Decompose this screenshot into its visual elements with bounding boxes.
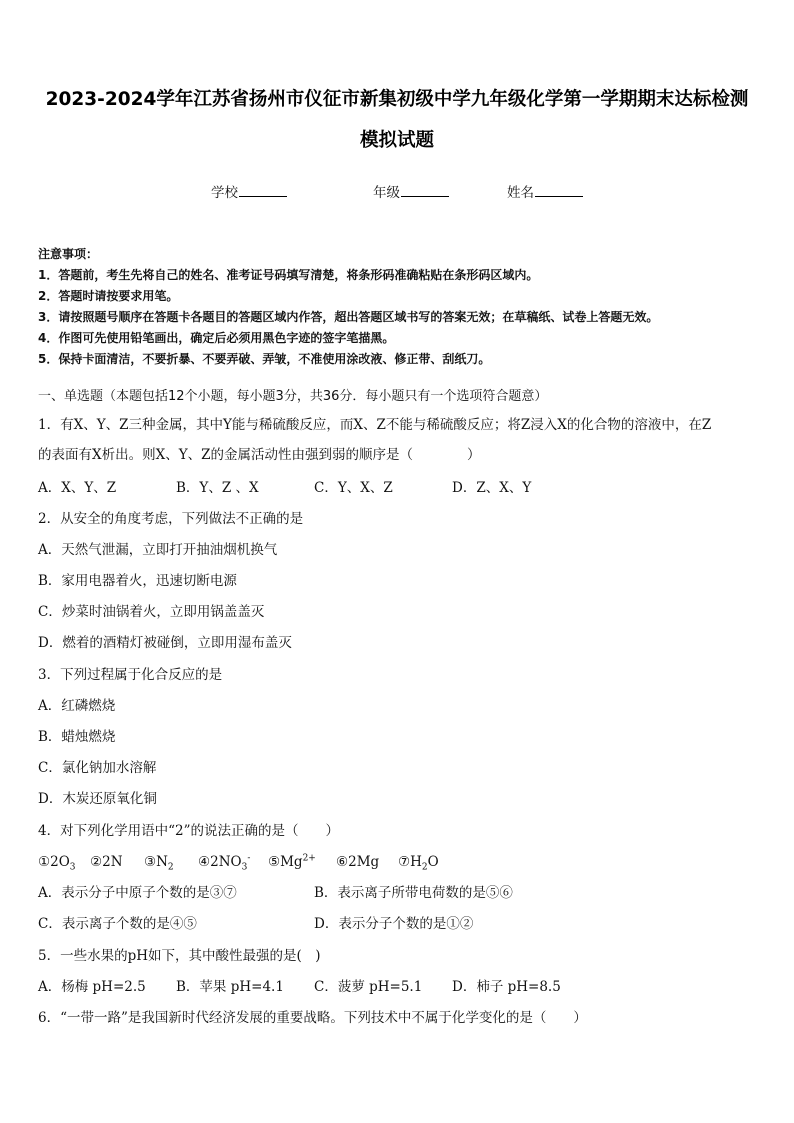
q2-option-b[interactable]: B．家用电器着火，迅速切断电源 (38, 573, 237, 589)
q4-formula-2: ②2N (90, 854, 123, 870)
q1-stem-line-1: 1．有X、Y、Z三种金属，其中Y能与稀硫酸反应，而X、Z不能与稀硫酸反应；将Z浸入X的化合物的溶液中，在Z (38, 417, 712, 433)
q2-stem: 2．从安全的角度考虑，下列做法不正确的是 (38, 511, 304, 527)
q1-option-c[interactable]: C．Y、X、Z (314, 480, 393, 496)
q3-option-a[interactable]: A．红磷燃烧 (38, 698, 116, 714)
q4-formula-4: $④2NO_3^-$ (198, 853, 251, 873)
q6-stem: 6．“一带一路”是我国新时代经济发展的重要战略。下列技术中不属于化学变化的是（ ） (38, 1010, 587, 1026)
q1-stem-line-2: 的表面有X析出。则X、Y、Z的金属活动性由强到弱的顺序是（ ） (38, 447, 481, 463)
q1-option-d[interactable]: D．Z、X、Y (452, 480, 532, 496)
note-item: 5．保持卡面清洁，不要折暴、不要弄破、弄皱，不准使用涂改液、修正带、刮纸刀。 (38, 352, 491, 366)
q4-formula-5: $⑤Mg^{2+}$ (268, 853, 316, 870)
school-blank[interactable] (239, 184, 287, 197)
grade-label: 年级 (373, 185, 400, 201)
exam-title-line-2: 模拟试题 (359, 130, 434, 151)
name-blank[interactable] (535, 184, 583, 197)
q2-option-c[interactable]: C．炒菜时油锅着火，立即用锅盖盖灭 (38, 604, 265, 620)
q3-option-b[interactable]: B．蜡烛燃烧 (38, 729, 116, 745)
q1-option-b[interactable]: B．Y、Z 、X (176, 480, 259, 496)
notes-heading: 注意事项： (38, 247, 99, 261)
q5-stem: 5．一些水果的pH如下，其中酸性最强的是( ) (38, 948, 321, 964)
name-label: 姓名 (507, 185, 534, 201)
q4-formula-1: $①2O_3$ (38, 854, 76, 873)
note-item: 1．答题前，考生先将自己的姓名、准考证号码填写清楚，将条形码准确粘贴在条形码区域内。 (38, 268, 539, 282)
note-item: 4．作图可先使用铅笔画出，确定后必须用黑色字迹的签字笔描黑。 (38, 331, 395, 345)
grade-blank[interactable] (401, 184, 449, 197)
notes-block (38, 244, 768, 370)
q5-option-c[interactable]: C．菠萝 pH=5.1 (314, 979, 423, 995)
q4-option-a[interactable]: A．表示分子中原子个数的是③⑦ (38, 885, 237, 901)
q3-stem: 3．下列过程属于化合反应的是 (38, 667, 223, 683)
school-label: 学校 (211, 185, 238, 201)
q5-option-b[interactable]: B．苹果 pH=4.1 (176, 979, 284, 995)
q4-formula-3: $③N_2$ (144, 854, 174, 873)
note-item: 2．答题时请按要求用笔。 (38, 289, 179, 303)
q4-formula-7: $⑦H_2O$ (398, 854, 439, 873)
section-title: 一、单选题（本题包括12个小题，每小题3分，共36分．每小题只有一个选项符合题意） (38, 389, 548, 404)
q4-option-d[interactable]: D．表示分子个数的是①② (314, 916, 474, 932)
note-item: 3．请按照题号顺序在答题卡各题目的答题区域内作答，超出答题区域书写的答案无效；在草稿纸、试卷上答题无效。 (38, 310, 659, 324)
school-field[interactable] (211, 181, 287, 201)
q3-option-d[interactable]: D．木炭还原氧化铜 (38, 791, 157, 807)
q4-option-b[interactable]: B．表示离子所带电荷数的是⑤⑥ (314, 885, 513, 901)
q5-option-a[interactable]: A．杨梅 pH=2.5 (38, 979, 146, 995)
q4-stem: 4．对下列化学用语中“2”的说法正确的是（ ） (38, 823, 339, 839)
grade-field[interactable] (373, 181, 449, 201)
q4-option-c[interactable]: C．表示离子个数的是④⑤ (38, 916, 197, 932)
q2-option-d[interactable]: D．燃着的酒精灯被碰倒，立即用湿布盖灭 (38, 635, 292, 651)
q1-option-a[interactable]: A．X、Y、Z (38, 480, 117, 496)
q5-option-d[interactable]: D．柿子 pH=8.5 (452, 979, 561, 995)
q3-option-c[interactable]: C．氯化钠加水溶解 (38, 760, 157, 776)
exam-title-line-1: 2023-2024学年江苏省扬州市仪征市新集初级中学九年级化学第一学期期末达标检测 (45, 89, 749, 110)
name-field[interactable] (507, 181, 583, 201)
q2-option-a[interactable]: A．天然气泄漏，立即打开抽油烟机换气 (38, 542, 278, 558)
q4-formula-6: ⑥2Mg (336, 854, 380, 870)
